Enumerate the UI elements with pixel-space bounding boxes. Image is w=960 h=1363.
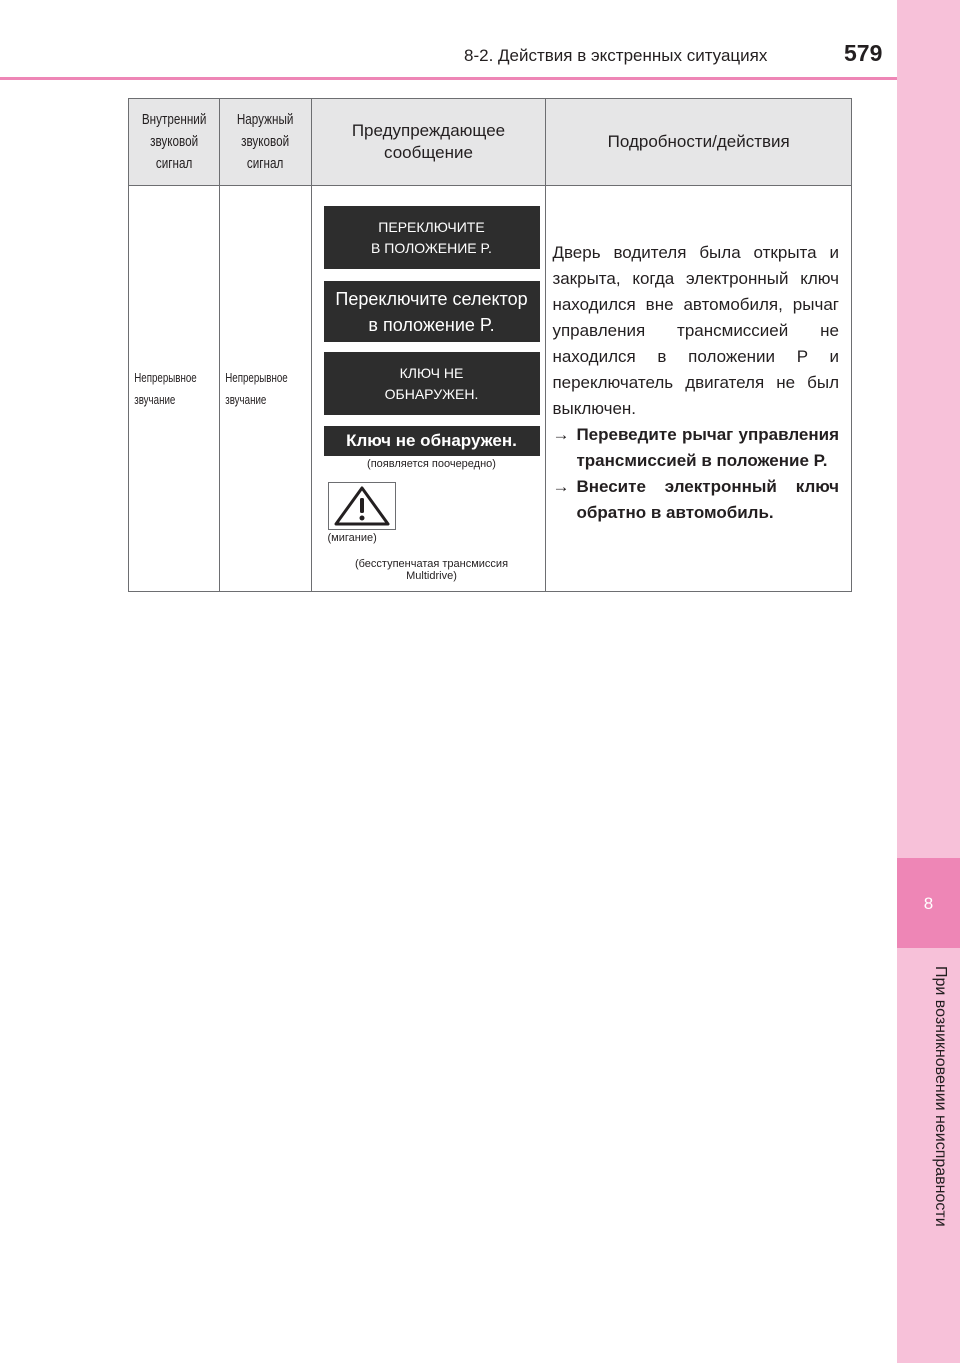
chapter-title: При возникновении неисправности xyxy=(932,966,949,1227)
page-number: 579 xyxy=(844,40,883,66)
table-row xyxy=(129,186,852,592)
action-item: → Переведите рычаг управления трансмиссией в положение P. xyxy=(552,422,839,474)
alternate-caption: (появляется поочередно) xyxy=(367,458,496,470)
header-external-signal: Наружный звуковой сигнал xyxy=(220,99,311,186)
section-title: 8-2. Действия в экстренных ситуациях xyxy=(464,46,768,65)
message-panel-key-caps: КЛЮЧ НЕ ОБНАРУЖЕН. xyxy=(324,352,540,415)
table-header-row xyxy=(129,99,852,186)
chapter-number: 8 xyxy=(923,894,934,913)
chapter-tab xyxy=(897,858,960,948)
external-tone-cell: Непрерывное звучание xyxy=(220,186,311,592)
warning-table xyxy=(128,98,852,592)
header-divider xyxy=(0,77,897,80)
arrow-icon: → xyxy=(552,477,570,496)
details-description: Дверь водителя была открыта и закрыта, когда электронный ключ находился вне автомобиля, рычаг управления трансмиссией не находился в положении P и переключатель двигателя не был выключен. xyxy=(552,243,839,418)
header-internal-signal: Внутренний звуковой сигнал xyxy=(129,99,220,186)
message-panel-shift-p: Переключите селектор в положение P. xyxy=(324,281,540,342)
header-details: Подробности/действия xyxy=(546,99,852,186)
action-item: → Внесите электронный ключ обратно в автомобиль. xyxy=(552,474,839,526)
header-warning-message: Предупреждающее сообщение xyxy=(311,99,546,186)
warning-triangle-icon xyxy=(328,482,396,530)
transmission-caption: (бесступенчатая трансмиссия Multidrive) xyxy=(354,558,509,582)
message-panel-key: Ключ не обнаружен. xyxy=(324,426,540,456)
message-panel-shift-p-caps: ПЕРЕКЛЮЧИТЕ В ПОЛОЖЕНИЕ P. xyxy=(324,206,540,269)
arrow-icon: → xyxy=(552,425,570,444)
internal-tone-cell: Непрерывное звучание xyxy=(129,186,220,592)
details-cell xyxy=(546,186,852,592)
blink-caption: (мигание) xyxy=(327,532,377,544)
message-cell xyxy=(311,186,546,592)
